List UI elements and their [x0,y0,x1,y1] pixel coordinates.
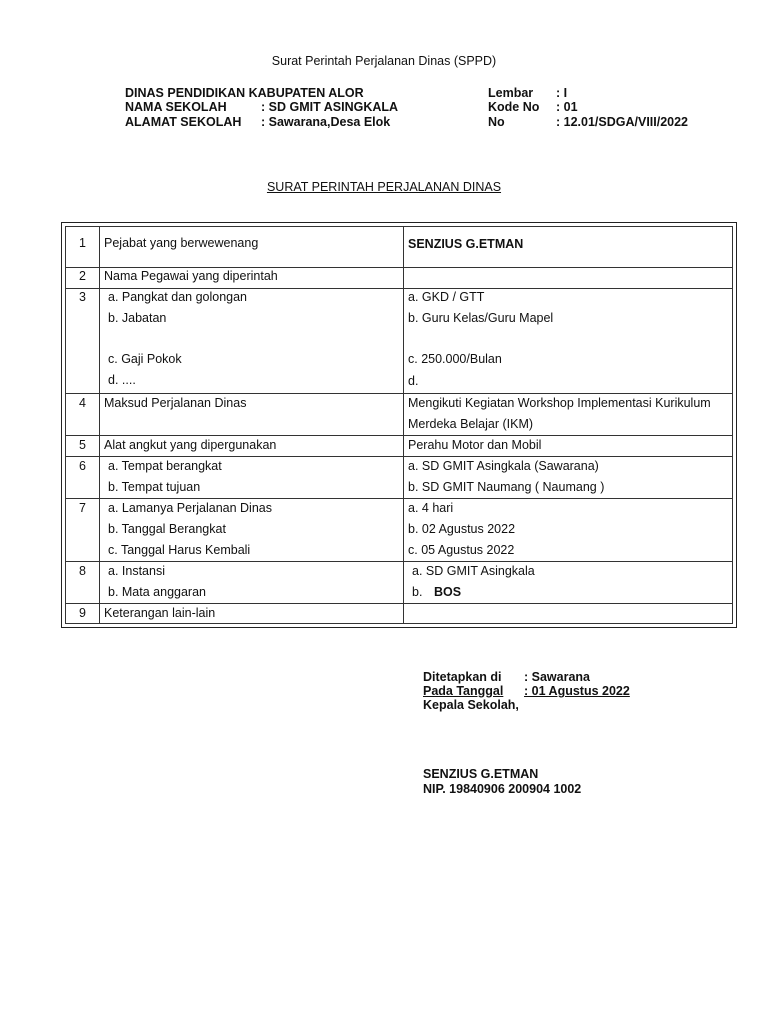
row-3-value-b: b. Guru Kelas/Guru Mapel [408,311,554,325]
col-divider-value [403,227,404,623]
row-7-value-a: a. 4 hari [408,501,454,515]
row-1-value: SENZIUS G.ETMAN [408,237,524,251]
row-1-number: 1 [79,236,86,250]
row-6-label-b: b. Tempat tujuan [108,480,201,494]
document-title: Surat Perintah Perjalanan Dinas (SPPD) [271,54,497,68]
sppd-table-inner [65,226,733,624]
row-6-value-b: b. SD GMIT Naumang ( Naumang ) [408,480,605,494]
header-code-label: Kode No [488,100,540,114]
signature-role: Kepala Sekolah, [423,698,519,712]
row-7-value-b: b. 02 Agustus 2022 [408,522,516,536]
row-4-label: Maksud Perjalanan Dinas [104,396,247,410]
row-3-value-d: d. [408,374,419,388]
row-7-label-c: c. Tanggal Harus Kembali [108,543,251,557]
row-7-label-b: b. Tanggal Berangkat [108,522,226,536]
row-9-label: Keterangan lain-lain [104,606,216,620]
row-6-label-a: a. Tempat berangkat [108,459,222,473]
header-school-address-label: ALAMAT SEKOLAH [125,115,242,129]
row-divider [66,561,732,562]
row-6-number: 6 [79,459,86,473]
header-sheet-value: : I [556,86,568,100]
row-3-value-a: a. GKD / GTT [408,290,485,304]
header-school-name-label: NAMA SEKOLAH [125,100,227,114]
row-2-number: 2 [79,269,86,283]
header-institution: DINAS PENDIDIKAN KABUPATEN ALOR [125,86,364,100]
row-divider [66,435,732,436]
row-7-label-a: a. Lamanya Perjalanan Dinas [108,501,272,515]
header-school-address-value: : Sawarana,Desa Elok [261,115,391,129]
row-divider [66,288,732,289]
row-8-label-a: a. Instansi [108,564,165,578]
sppd-table [61,222,737,628]
row-8-number: 8 [79,564,86,578]
signature-place-value: : Sawarana [524,670,591,684]
row-8-value-a: a. SD GMIT Asingkala [412,564,535,578]
row-divider [66,393,732,394]
header-number-label: No [488,115,505,129]
row-5-label: Alat angkut yang dipergunakan [104,438,277,452]
signature-nip: NIP. 19840906 200904 1002 [423,782,582,796]
header-code-value: : 01 [556,100,578,114]
row-5-number: 5 [79,438,86,452]
row-8-label-b: b. Mata anggaran [108,585,206,599]
row-7-value-c: c. 05 Agustus 2022 [408,543,515,557]
row-3-label-a: a. Pangkat dan golongan [108,290,248,304]
row-divider [66,267,732,268]
signature-date-value: : 01 Agustus 2022 [524,684,630,698]
section-title: SURAT PERINTAH PERJALANAN DINAS [266,180,502,194]
row-4-number: 4 [79,396,86,410]
row-divider [66,456,732,457]
col-divider-number [99,227,100,623]
row-3-label-d: d. .... [108,373,136,387]
row-8-value-b: BOS [434,585,462,599]
row-3-value-c: c. 250.000/Bulan [408,352,502,366]
signature-place-label: Ditetapkan di [423,670,502,684]
row-7-number: 7 [79,501,86,515]
row-4-value-line2: Merdeka Belajar (IKM) [408,417,534,431]
header-school-name-value: : SD GMIT ASINGKALA [261,100,399,114]
row-3-number: 3 [79,290,86,304]
row-3-label-b: b. Jabatan [108,311,167,325]
header-sheet-label: Lembar [488,86,534,100]
row-5-value: Perahu Motor dan Mobil [408,438,542,452]
signature-date-label: Pada Tanggal [423,684,504,698]
row-1-label: Pejabat yang berwewenang [104,236,259,250]
row-2-label: Nama Pegawai yang diperintah [104,269,278,283]
signature-date-underline-gap [494,684,524,698]
signature-name: SENZIUS G.ETMAN [423,767,539,781]
row-8-value-b-prefix: b. [412,585,423,599]
row-9-number: 9 [79,606,86,620]
header-number-value: : 12.01/SDGA/VIII/2022 [556,115,689,129]
row-6-value-a: a. SD GMIT Asingkala (Sawarana) [408,459,599,473]
row-divider [66,603,732,604]
row-4-value-line1: Mengikuti Kegiatan Workshop Implementasi Kurikulum [408,396,711,410]
row-divider [66,498,732,499]
row-3-label-c: c. Gaji Pokok [108,352,182,366]
